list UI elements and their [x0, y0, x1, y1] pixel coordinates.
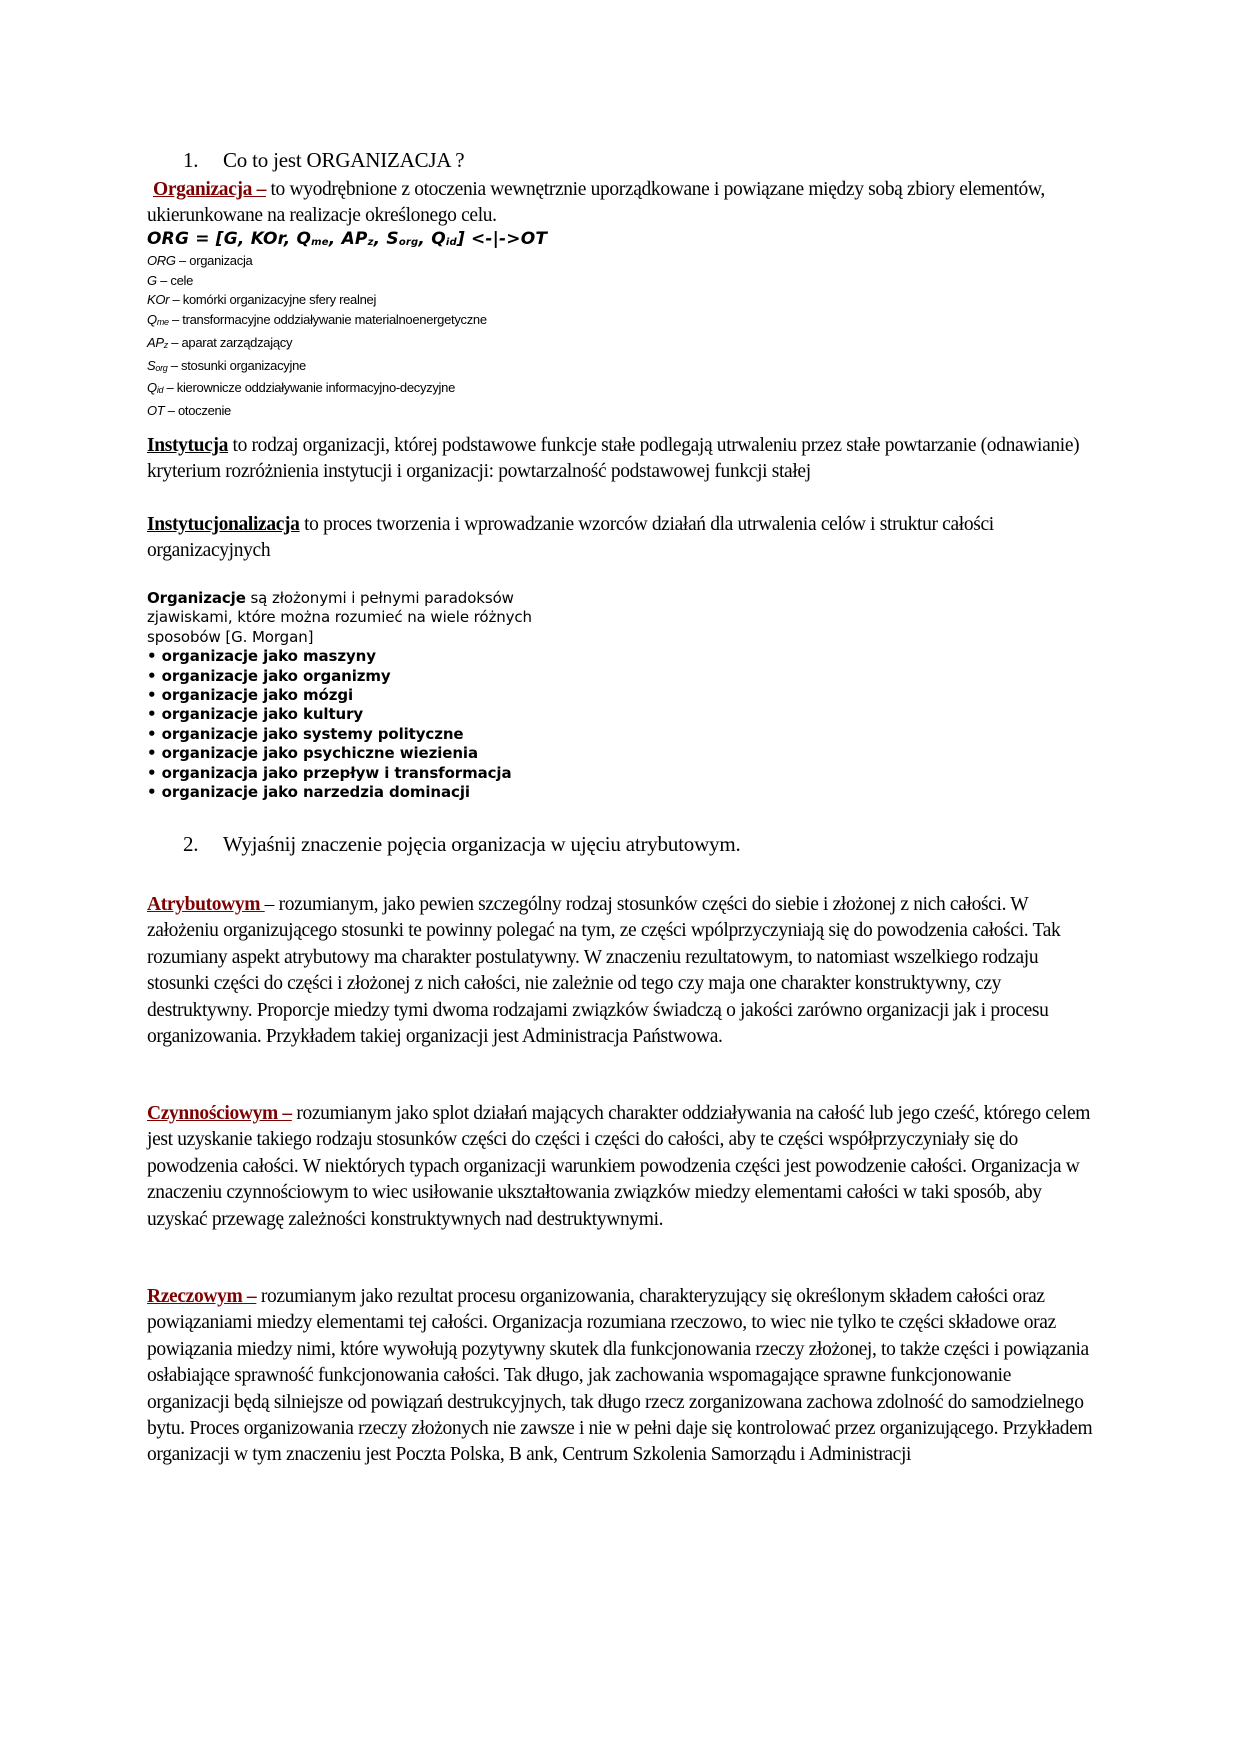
formula-sep: ,: [283, 229, 297, 249]
formula-eq: = [: [189, 229, 224, 249]
legend-item: [147, 271, 487, 291]
legend-symbol: [147, 335, 168, 350]
formula-qid: Q: [431, 229, 446, 249]
formula-org: ORG: [147, 229, 190, 249]
formula-sep: ,: [373, 229, 387, 249]
morgan-line-1-rest: są złożonymi i pełnymi paradoksów: [245, 589, 514, 607]
morgan-block: [147, 589, 532, 802]
morgan-intro-line-2: zjawiskami, które można rozumieć na wiele różnych: [147, 608, 532, 627]
legend-symbol-sub: org: [155, 362, 168, 373]
formula-qme: Q: [296, 229, 312, 249]
term-atrybutowym: Atrybutowym: [147, 894, 265, 915]
section-1-heading: [183, 148, 464, 173]
legend-symbol: ORG: [147, 253, 176, 268]
legend-symbol-sub: z: [163, 339, 168, 350]
morgan-list: [147, 647, 532, 802]
morgan-intro-line-3: sposobów [G. Morgan]: [147, 627, 314, 646]
legend-symbol: [147, 380, 163, 395]
organizacja-definition-text: to wyodrębnione z otoczenia wewnętrznie uporządkowane i powiązane między sobą zbiory elementów, ukierunkowane na realizacje określonego celu.: [147, 179, 1045, 227]
rzeczowym-text: rozumianym jako rezultat procesu organizowania, charakteryzujący się określonym składem całości oraz powiązaniami miedzy elementami tej całości. Organizacja rozumiana rzeczowo, to wiec nie tylko te części składowe oraz powiązania miedzy nimi, które wywołują pozytywny skutek dla funkcjonowania rzeczy złożonej, to także części i powiązania osłabiające sprawność funkcjonowania całości. Tak długo, jak zachowania wspomagające sprawne funkcjonowanie organizacji będą silniejsze od powiązań destrukcyjnych, tak długo rzecz zorganizowana zachowa zdolność do samodzielnego bytu. Proces organizowania rzeczy złożonych nie zawsze i nie w pełni daje się kontrolować przez organizującego. Przykładem organizacji w tym znaczeniu jest Poczta Polska, B ank, Centrum Szkolenia Samorządu i Administracji: [147, 1286, 1093, 1466]
list-item: • organizacje jako maszyny: [147, 647, 532, 666]
term-instytucjonalizacja: Instytucjonalizacja: [147, 514, 300, 535]
legend-item: [147, 378, 487, 401]
legend-item: [147, 356, 487, 379]
formula-apz: AP: [341, 229, 368, 249]
formula-sep: ,: [328, 229, 342, 249]
list-item: • organizacja jako przepływ i transformacja: [147, 764, 532, 783]
legend-desc: – cele: [156, 272, 194, 288]
legend-symbol-main: AP: [147, 334, 164, 350]
org-formula: [147, 229, 547, 249]
formula-sep: ,: [418, 229, 432, 249]
legend-desc: – stosunki organizacyjne: [167, 357, 306, 373]
czynnosciowym-paragraph: [147, 1101, 1097, 1233]
section-2-title: Wyjaśnij znaczenie pojęcia organizacja w ujęciu atrybutowym.: [223, 832, 741, 856]
legend-symbol-sub: id: [156, 385, 164, 396]
legend-desc: – transformacyjne oddziaływanie materialnoenergetyczne: [168, 312, 487, 328]
legend-item: [147, 333, 487, 356]
atrybutowym-text: – rozumianym, jako pewien szczególny rodzaj stosunków części do siebie i złożonej z nich całości. W założeniu organizującego stosunki te powinny polegać na tym, ze części wpólprzyczyniają się do powodzenia całości. Tak rozumiany aspekt atrybutowy ma charakter postulatywny. W znaczeniu rezultatowym, to natomiast wszelkiego rodzaju stosunki części do części i złożonej z nich całości, nie zależnie od tego czy maja one charakter konstruktywny, czy destruktywny. Proporcje miedzy tymi dwoma rodzajami związków świadczą o jakości zarówno organizacji jak i procesu organizowania. Przykładem takiej organizacji jest Administracja Państwowa.: [147, 894, 1061, 1048]
list-item: • organizacje jako mózgi: [147, 686, 532, 705]
atrybutowym-paragraph: [147, 892, 1097, 1050]
formula-sorg-sub: org: [398, 237, 419, 248]
legend-desc: – aparat zarządzający: [167, 334, 293, 350]
section-1-title: Co to jest ORGANIZACJA ?: [223, 148, 465, 172]
legend-item: [147, 401, 487, 421]
list-item: • organizacje jako organizmy: [147, 667, 532, 686]
legend-item: [147, 251, 487, 271]
legend-symbol: OT: [147, 402, 165, 418]
instytucja-text: to rodzaj organizacji, której podstawowe funkcje stałe podlegają utrwaleniu przez stałe powtarzanie (odnawianie) kryterium rozróżnienia instytucji i organizacji: powtarzalność podstawowej funkcji stałej: [147, 435, 1080, 483]
legend-symbol-main: S: [147, 357, 156, 373]
morgan-intro-line-1: [147, 589, 532, 608]
section-2-number: 2.: [183, 832, 199, 856]
formula-apz-sub: z: [367, 237, 374, 248]
list-item: • organizacje jako narzedzia dominacji: [147, 783, 532, 802]
list-item: • organizacje jako systemy polityczne: [147, 725, 532, 744]
organizacja-definition: [147, 177, 1097, 230]
legend-desc: – kierownicze oddziaływanie informacyjno-decyzyjne: [163, 380, 456, 396]
term-organizacja: Organizacja –: [153, 179, 266, 200]
czynnosciowym-text: rozumianym jako splot działań mających charakter oddziaływania na całość lub jego cześć, którego celem jest uzyskanie takiego rodzaju stosunków części do części i części do całości, aby te części współprzyczyniały się do powodzenia całości. W niektórych typach organizacji warunkiem powodzenia części jest powodzenie całości. Organizacja w znaczeniu czynnościowym to wiec usiłowanie ukształtowania związków miedzy elementami całości w taki sposób, aby uzyskać przewagę zależności konstruktywnych nad destruktywnymi.: [147, 1103, 1091, 1230]
formula-legend: [147, 251, 487, 421]
legend-item: [147, 310, 487, 333]
formula-qid-sub: id: [445, 237, 457, 248]
formula-g: G: [223, 229, 238, 249]
formula-tail: ] <-|->OT: [456, 229, 548, 249]
morgan-lead: Organizacje: [147, 589, 246, 607]
formula-sorg: S: [386, 229, 399, 249]
formula-qme-sub: me: [311, 237, 329, 248]
legend-desc: – organizacja: [175, 253, 253, 268]
legend-desc: – komórki organizacyjne sfery realnej: [169, 292, 377, 308]
list-item: • organizacje jako psychiczne wiezienia: [147, 744, 532, 763]
legend-symbol-sub: me: [156, 317, 169, 328]
legend-item: [147, 290, 487, 310]
instytucja-definition: [147, 433, 1097, 486]
instytucjonalizacja-text: to proces tworzenia i wprowadzanie wzorców działań dla utrwalenia celów i struktur całości organizacyjnych: [147, 514, 994, 562]
legend-symbol: [147, 358, 167, 373]
formula-kor: KOr: [250, 229, 284, 249]
term-czynnosciowym: Czynnościowym –: [147, 1103, 292, 1124]
legend-symbol-main: Q: [147, 380, 157, 396]
section-1-number: 1.: [183, 148, 199, 172]
legend-desc: – otoczenie: [164, 402, 231, 418]
rzeczowym-paragraph: [147, 1284, 1097, 1469]
term-rzeczowym: Rzeczowym –: [147, 1286, 257, 1307]
formula-sep: ,: [237, 229, 251, 249]
legend-symbol: G: [147, 272, 157, 288]
legend-symbol: KOr: [147, 292, 170, 308]
section-2-heading: [183, 832, 741, 857]
list-item: • organizacje jako kultury: [147, 705, 532, 724]
legend-symbol: [147, 312, 169, 327]
legend-symbol-main: Q: [147, 312, 157, 328]
instytucjonalizacja-definition: [147, 512, 1097, 565]
term-instytucja: Instytucja: [147, 435, 229, 456]
